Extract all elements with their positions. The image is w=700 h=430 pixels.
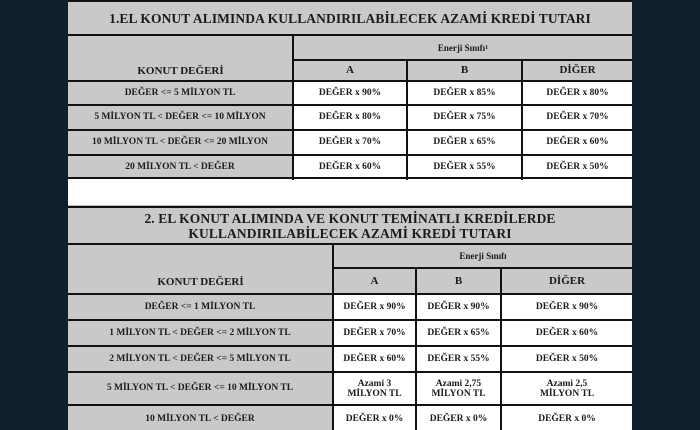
value-line: Azami 3	[357, 378, 392, 389]
value-cell	[502, 373, 632, 404]
group-header-label: Enerji Sınıfı	[437, 42, 486, 53]
row-label: 10 MİLYON TL < DEĞER	[68, 406, 332, 430]
table-1-col-diger: DİĞER	[523, 61, 632, 80]
table-2-title	[68, 208, 632, 244]
value-line: Azami 2,75	[435, 378, 482, 389]
table-2-col-diger: DİĞER	[502, 269, 632, 293]
table-2-row-header: KONUT DEĞERİ	[68, 245, 333, 293]
row-label: 5 MİLYON TL < DEĞER <= 10 MİLYON TL	[68, 373, 332, 404]
table-2-title-line-2: KULLANDIRILABİLECEK AZAMİ KREDİ TUTARI	[188, 226, 512, 241]
value-cell: DEĞER x 85%	[408, 82, 521, 104]
value-cell: DEĞER x 65%	[417, 321, 500, 345]
value-cell: DEĞER x 90%	[334, 295, 415, 319]
value-cell: DEĞER x 60%	[523, 131, 632, 154]
table-1-col-b: B	[408, 61, 521, 80]
table-2-col-a: A	[334, 269, 415, 293]
value-cell: DEĞER x 80%	[294, 106, 406, 129]
table-1-bottom-border	[68, 177, 632, 179]
value-line: MİLYON TL	[539, 388, 595, 399]
row-label: DEĞER <= 5 MİLYON TL	[68, 82, 292, 104]
table-1-row-header: KONUT DEĞERİ	[68, 36, 293, 80]
value-cell: DEĞER x 90%	[502, 295, 632, 319]
value-cell: DEĞER x 65%	[408, 131, 521, 154]
value-line: MİLYON TL	[431, 388, 486, 399]
value-cell: DEĞER x 55%	[408, 156, 521, 179]
table-1-col-a: A	[294, 61, 406, 80]
value-cell: DEĞER x 70%	[294, 131, 406, 154]
value-cell: DEĞER x 70%	[523, 106, 632, 129]
value-line: MİLYON TL	[347, 388, 402, 399]
value-cell: DEĞER x 80%	[523, 82, 632, 104]
value-cell: DEĞER x 0%	[502, 406, 632, 430]
table-1-group-header: Enerji Sınıfı 1	[294, 36, 632, 60]
value-cell	[334, 373, 415, 404]
row-label: 2 MİLYON TL < DEĞER <= 5 MİLYON TL	[68, 347, 332, 371]
row-label: 1 MİLYON TL < DEĞER <= 2 MİLYON TL	[68, 321, 332, 345]
row-label: 5 MİLYON TL < DEĞER <= 10 MİLYON	[68, 106, 292, 129]
value-cell: DEĞER x 0%	[417, 406, 500, 430]
row-label: 20 MİLYON TL < DEĞER	[68, 156, 292, 179]
document-page	[68, 0, 632, 430]
value-cell: DEĞER x 70%	[334, 321, 415, 345]
value-cell: DEĞER x 0%	[334, 406, 415, 430]
value-cell: DEĞER x 90%	[417, 295, 500, 319]
value-cell: DEĞER x 60%	[294, 156, 406, 179]
row-label: 10 MİLYON TL < DEĞER <= 20 MİLYON	[68, 131, 292, 154]
row-label: DEĞER <= 1 MİLYON TL	[68, 295, 332, 319]
value-cell	[417, 373, 500, 404]
value-cell: DEĞER x 50%	[502, 347, 632, 371]
value-cell: DEĞER x 60%	[334, 347, 415, 371]
value-cell: DEĞER x 75%	[408, 106, 521, 129]
value-line: Azami 2,5	[546, 378, 588, 389]
table-2-col-b: B	[417, 269, 500, 293]
value-cell: DEĞER x 60%	[502, 321, 632, 345]
table-1-title: 1.EL KONUT ALIMINDA KULLANDIRILABİLECEK AZAMİ KREDİ TUTARI	[68, 2, 632, 35]
value-cell: DEĞER x 55%	[417, 347, 500, 371]
table-2-title-line-1: 2. EL KONUT ALIMINDA VE KONUT TEMİNATLI KREDİLERDE	[144, 211, 556, 226]
table-2-group-header: Enerji Sınıfı	[334, 245, 632, 268]
value-cell: DEĞER x 50%	[523, 156, 632, 179]
value-cell: DEĞER x 90%	[294, 82, 406, 104]
